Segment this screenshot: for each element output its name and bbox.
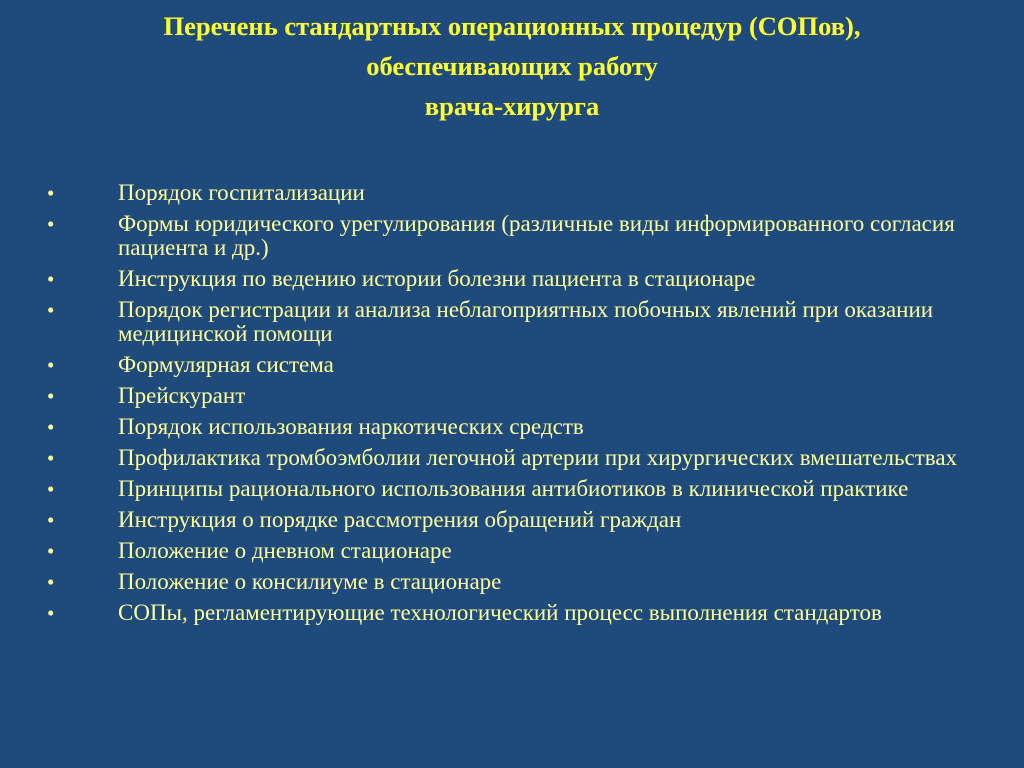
- list-item: [0, 267, 1024, 291]
- bullet-icon: •: [47, 353, 55, 377]
- bullet-icon: •: [47, 601, 55, 625]
- title-line-3: врача-хирурга: [424, 91, 600, 121]
- bullet-icon: •: [47, 446, 55, 470]
- bullet-icon: •: [47, 415, 55, 439]
- list-item: [0, 181, 1024, 205]
- slide-title: [20, 6, 1004, 126]
- list-item: [0, 384, 1024, 408]
- list-item: [0, 415, 1024, 439]
- title-line-1: Перечень стандартных операционных процедур (СОПов),: [163, 11, 861, 41]
- bullet-icon: •: [47, 181, 55, 205]
- title-line-2: обеспечивающих работу: [366, 51, 658, 81]
- list-item: [0, 298, 1024, 346]
- bullet-icon: •: [47, 212, 55, 236]
- bullet-icon: •: [47, 477, 55, 501]
- list-item-text: Порядок регистрации и анализа неблагоприятных побочных явлений при оказании медицинской помощи: [118, 297, 934, 346]
- list-item-text: Инструкция по ведению истории болезни пациента в стационаре: [118, 266, 756, 291]
- list-item-text: Профилактика тромбоэмболии легочной артерии при хирургических вмешательствах: [118, 445, 958, 470]
- list-item: [0, 570, 1024, 594]
- list-item: [0, 477, 1024, 501]
- list-item-text: СОПы, регламентирующие технологический процесс выполнения стандартов: [118, 600, 882, 625]
- list-item-text: Порядок использования наркотических средств: [118, 414, 584, 439]
- list-item: [0, 212, 1024, 260]
- bullet-icon: •: [47, 539, 55, 563]
- list-item-text: Формулярная система: [118, 352, 334, 377]
- bullet-icon: •: [47, 298, 55, 322]
- bullet-icon: •: [47, 570, 55, 594]
- list-item-text: Положение о дневном стационаре: [118, 538, 452, 563]
- list-item-text: Инструкция о порядке рассмотрения обращений граждан: [118, 507, 682, 532]
- bullet-icon: •: [47, 384, 55, 408]
- list-item-text: Формы юридического урегулирования (различные виды информированного согласия пациента и др.): [118, 211, 955, 260]
- list-item: [0, 601, 1024, 625]
- list-item-text: Прейскурант: [118, 383, 246, 408]
- bullet-icon: •: [47, 267, 55, 291]
- bullet-icon: •: [47, 508, 55, 532]
- list-item: [0, 446, 1024, 470]
- list-item: [0, 508, 1024, 532]
- list-item-text: Положение о консилиуме в стационаре: [118, 569, 502, 594]
- list-item-text: Принципы рационального использования антибиотиков в клинической практике: [118, 476, 909, 501]
- list-item: [0, 353, 1024, 377]
- sop-list: [0, 181, 1024, 632]
- list-item: [0, 539, 1024, 563]
- list-item-text: Порядок госпитализации: [118, 180, 365, 205]
